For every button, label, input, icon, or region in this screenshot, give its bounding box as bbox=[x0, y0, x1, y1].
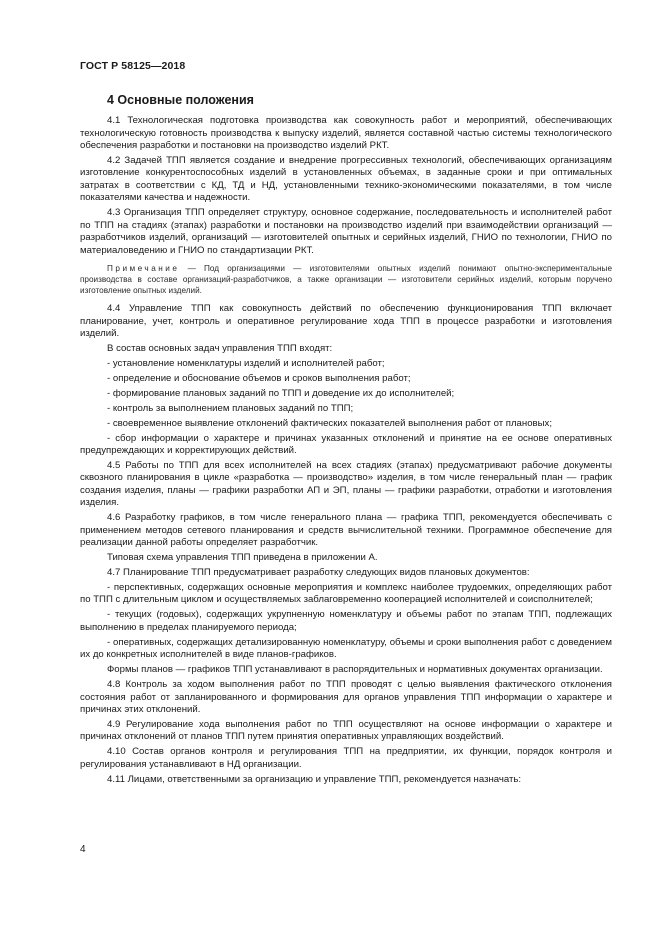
section-title: 4 Основные положения bbox=[107, 93, 254, 107]
list-item: - контроль за выполнением плановых заданий по ТПП; bbox=[107, 402, 354, 414]
list-item: - текущих (годовых), содержащих укрупненную номенклатуру и объемы работ по этапам ТПП, подлежащих выполнению в пределах планируемого периода; bbox=[80, 609, 612, 633]
document-header: ГОСТ Р 58125—2018 bbox=[80, 60, 186, 72]
tasks-intro: В состав основных задач управления ТПП входят: bbox=[107, 343, 333, 355]
paragraph-4-9: 4.9 Регулирование хода выполнения работ по ТПП осуществляют на основе информации о характере и причинах отклонений от планов ТПП путем принятия оперативных управляющих воздействий. bbox=[80, 718, 612, 743]
page-number: 4 bbox=[80, 844, 86, 855]
note-label: Примечание bbox=[107, 264, 180, 274]
paragraph-4-11: 4.11 Лицами, ответственными за организацию и управление ТПП, рекомендуется назначать: bbox=[107, 773, 522, 785]
paragraph-4-6: 4.6 Разработку графиков, в том числе генерального плана — графика ТПП, рекомендуется обеспечивать с применением методов сетевого планирования и средств вычислительной техники. Программное обеспечение для реализации данной работы определяет разработчик. bbox=[80, 512, 612, 549]
paragraph-4-2: 4.2 Задачей ТПП является создание и внедрение прогрессивных технологий, обеспечивающих организациям изготовление конкурентоспособных изделий в установленных объемах, в заданные сроки и при оптимальных затратах в соответствии с КД, ТД и НД, установленными технико-экономическими показателями, в том числе показателями качества и надежности. bbox=[80, 154, 612, 204]
paragraph-4-7: 4.7 Планирование ТПП предусматривает разработку следующих видов плановых документов: bbox=[107, 567, 530, 579]
document-body bbox=[80, 115, 612, 789]
list-item: - своевременное выявление отклонений фактических показателей выполнения работ от плановых; bbox=[107, 417, 552, 429]
note-text: — Под организациями — изготовителями опытных изделий понимают опытно-экспериментальные производства в составе организаций-разработчиков, а также организации — изготовители серийных изделий, которым поручено изготовление опытных изделий. bbox=[80, 264, 612, 296]
paragraph-4-3: 4.3 Организация ТПП определяет структуру, основное содержание, последовательность и исполнителей работ по ТПП на стадиях (этапах) разработки и постановки на производство изделий при взаимодействии организаций — разработчиков изделий, организаций — изготовителей опытных и серийных изделий, ГНИО по технологии, ГНИО по материаловедению и ГНИО по стандартизации РКТ. bbox=[80, 207, 612, 256]
paragraph-4-10: 4.10 Состав органов контроля и регулирования ТПП на предприятии, их функции, порядок контроля и регулирования устанавливают в НД организации. bbox=[80, 746, 612, 770]
list-item: - формирование плановых заданий по ТПП и доведение их до исполнителей; bbox=[107, 387, 455, 399]
scheme-reference: Типовая схема управления ТПП приведена в приложении А. bbox=[107, 552, 378, 564]
paragraph-4-1: 4.1 Технологическая подготовка производства как совокупность работ и мероприятий, обеспечивающих технологическую готовность производства к выпуску изделий, является составной частью системы технологического обеспечения разработки и постановки на производство изделий РКТ. bbox=[80, 115, 612, 151]
paragraph-4-8: 4.8 Контроль за ходом выполнения работ по ТПП проводят с целью выявления фактического отклонения состояния работ от запланированного и формирования для органов управления ТПП информации о характере и причинах этих отклонений. bbox=[80, 679, 612, 716]
list-item: - определение и обоснование объемов и сроков выполнения работ; bbox=[107, 372, 411, 384]
list-item: - сбор информации о характере и причинах указанных отклонений и принятие на ее основе оперативных предупреждающих и корректирующих действий. bbox=[80, 432, 612, 457]
paragraph-4-4: 4.4 Управление ТПП как совокупность действий по обеспечению функционирования ТПП включает планирование, учет, контроль и оперативное регулирование хода ТПП в процессе разработки и изготовления изделий. bbox=[80, 303, 612, 340]
note bbox=[80, 263, 612, 296]
list-item: - оперативных, содержащих детализированную номенклатуру, объемы и сроки выполнения работ с доведением их до конкретных исполнителей в виде планов-графиков. bbox=[80, 636, 612, 661]
list-item: - установление номенклатуры изделий и исполнителей работ; bbox=[107, 358, 385, 370]
paragraph-4-5: 4.5 Работы по ТПП для всех исполнителей на всех стадиях (этапах) предусматривают рабочие документы сквозного планирования в цикле «разработка — производство» изделия, в том числе генеральный план — график создания изделия, планы — графики разработки АП и ЭП, планы — графики разработки, отработки и изготовления изделия. bbox=[80, 459, 612, 509]
forms-paragraph: Формы планов — графиков ТПП устанавливают в распорядительных и нормативных документах организации. bbox=[107, 664, 603, 676]
list-item: - перспективных, содержащих основные мероприятия и комплекс наиболее трудоемких, определяющих работ по ТПП с длительным циклом и осуществляемых заблаговременно кооперацией исполнителей и соисполнителей; bbox=[80, 581, 612, 606]
